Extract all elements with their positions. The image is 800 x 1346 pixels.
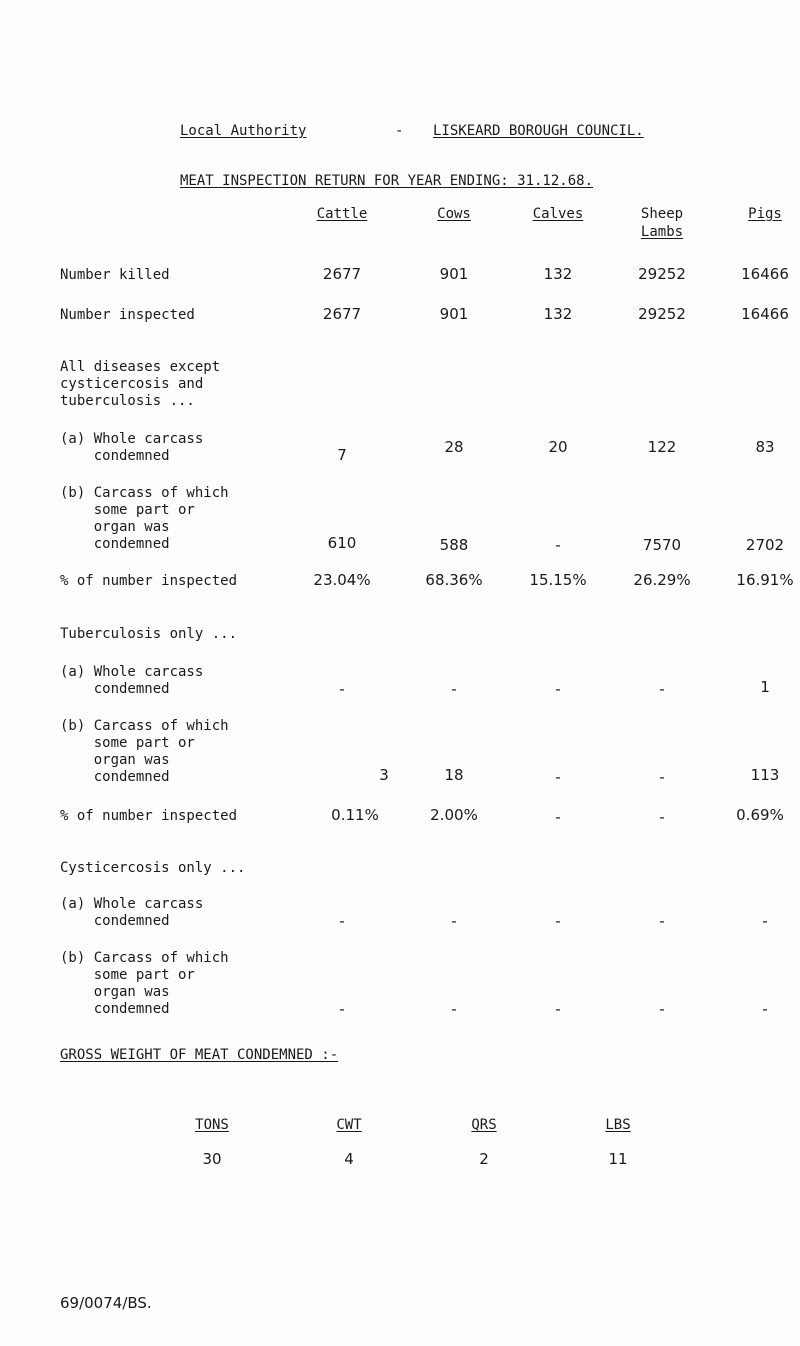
col-cattle: Cattle — [316, 206, 368, 222]
all-pct-label: % of number inspected — [60, 573, 238, 589]
inspected-cattle: 2677 — [322, 305, 362, 323]
tb-b-sheep: - — [659, 768, 665, 786]
tb-heading: Tuberculosis only ... — [60, 626, 238, 642]
cyst-a-sheep: - — [659, 912, 665, 930]
cyst-a-cattle: - — [339, 912, 345, 930]
authority-name: LISKEARD BOROUGH COUNCIL. — [433, 123, 644, 139]
all-pct-cows: 68.36% — [425, 571, 483, 589]
killed-cows: 901 — [439, 265, 469, 283]
unit-lbs: LBS — [605, 1117, 631, 1133]
all-b-cows: 588 — [439, 536, 469, 554]
cyst-b-cattle: - — [339, 1000, 345, 1018]
tb-a-sheep: - — [659, 680, 665, 698]
all-b-label-1: (b) Carcass of which — [60, 485, 229, 501]
cyst-a-cows: - — [451, 912, 457, 930]
tb-pct-calves: - — [555, 808, 561, 826]
tb-pct-pigs: 0.69% — [736, 806, 784, 824]
inspected-calves: 132 — [543, 305, 573, 323]
tb-pct-cattle: 0.11% — [331, 806, 379, 824]
tb-pct-sheep: - — [659, 808, 665, 826]
killed-cattle: 2677 — [322, 265, 362, 283]
cyst-b-calves: - — [555, 1000, 561, 1018]
all-b-label-3: organ was — [60, 519, 170, 535]
tb-a-label-1: (a) Whole carcass — [60, 664, 204, 680]
cyst-b-label-3: organ was — [60, 984, 170, 1000]
unit-tons: TONS — [195, 1117, 229, 1133]
row-inspected-label: Number inspected — [60, 307, 195, 323]
authority-label: Local Authority — [180, 123, 307, 139]
cyst-b-label-2: some part or — [60, 967, 195, 983]
value-cwt: 4 — [344, 1150, 354, 1168]
all-a-label-1: (a) Whole carcass — [60, 431, 204, 447]
all-pct-sheep: 26.29% — [633, 571, 691, 589]
killed-calves: 132 — [543, 265, 573, 283]
cyst-a-label-1: (a) Whole carcass — [60, 896, 204, 912]
value-tons: 30 — [202, 1150, 222, 1168]
col-sheep: Sheep — [640, 206, 684, 222]
cyst-a-pigs: - — [762, 912, 768, 930]
all-diseases-heading-1: All diseases except — [60, 359, 221, 375]
cyst-b-label-1: (b) Carcass of which — [60, 950, 229, 966]
cyst-b-cows: - — [451, 1000, 457, 1018]
tb-a-cattle: - — [339, 680, 345, 698]
all-diseases-heading-2: cysticercosis and — [60, 376, 204, 392]
header-separator: - — [395, 123, 404, 139]
tb-b-label-2: some part or — [60, 735, 195, 751]
gross-weight-heading: GROSS WEIGHT OF MEAT CONDEMNED :- — [60, 1047, 339, 1063]
value-lbs: 11 — [608, 1150, 628, 1168]
all-a-calves: 20 — [548, 438, 568, 456]
all-b-label-4: condemned — [60, 536, 170, 552]
tb-b-calves: - — [555, 768, 561, 786]
col-sheep-lambs: Lambs — [640, 224, 684, 240]
tb-b-label-1: (b) Carcass of which — [60, 718, 229, 734]
tb-a-cows: - — [451, 680, 457, 698]
all-a-label-2: condemned — [60, 448, 170, 464]
cyst-b-pigs: - — [762, 1000, 768, 1018]
all-a-cows: 28 — [444, 438, 464, 456]
all-b-cattle: 610 — [327, 534, 357, 552]
tb-b-pigs: 113 — [750, 766, 780, 784]
all-b-label-2: some part or — [60, 502, 195, 518]
col-pigs: Pigs — [748, 206, 782, 222]
tb-b-label-4: condemned — [60, 769, 170, 785]
killed-pigs: 16466 — [741, 265, 789, 283]
all-pct-calves: 15.15% — [529, 571, 587, 589]
all-pct-pigs: 16.91% — [736, 571, 794, 589]
all-b-calves: - — [555, 536, 561, 554]
value-qrs: 2 — [479, 1150, 489, 1168]
tb-a-pigs: 1 — [760, 678, 770, 696]
tb-b-label-3: organ was — [60, 752, 170, 768]
tb-b-cattle: 3 — [379, 766, 389, 784]
reference-code: 69/0074/BS. — [60, 1294, 152, 1312]
unit-qrs: QRS — [471, 1117, 497, 1133]
return-title: MEAT INSPECTION RETURN FOR YEAR ENDING: 31.12.68. — [180, 173, 594, 189]
col-cows: Cows — [437, 206, 471, 222]
col-calves: Calves — [532, 206, 584, 222]
row-killed-label: Number killed — [60, 267, 170, 283]
all-a-sheep: 122 — [647, 438, 677, 456]
tb-b-cows: 18 — [444, 766, 464, 784]
all-diseases-heading-3: tuberculosis ... — [60, 393, 195, 409]
inspected-sheep: 29252 — [638, 305, 686, 323]
cyst-a-calves: - — [555, 912, 561, 930]
all-a-pigs: 83 — [755, 438, 775, 456]
all-b-pigs: 2702 — [745, 536, 785, 554]
all-pct-cattle: 23.04% — [313, 571, 371, 589]
cyst-a-label-2: condemned — [60, 913, 170, 929]
inspected-pigs: 16466 — [741, 305, 789, 323]
all-a-cattle: 7 — [337, 446, 347, 464]
cyst-heading: Cysticercosis only ... — [60, 860, 246, 876]
all-b-sheep: 7570 — [642, 536, 682, 554]
inspected-cows: 901 — [439, 305, 469, 323]
cyst-b-sheep: - — [659, 1000, 665, 1018]
tb-pct-label: % of number inspected — [60, 808, 238, 824]
tb-pct-cows: 2.00% — [430, 806, 478, 824]
killed-sheep: 29252 — [638, 265, 686, 283]
tb-a-label-2: condemned — [60, 681, 170, 697]
cyst-b-label-4: condemned — [60, 1001, 170, 1017]
unit-cwt: CWT — [336, 1117, 362, 1133]
tb-a-calves: - — [555, 680, 561, 698]
